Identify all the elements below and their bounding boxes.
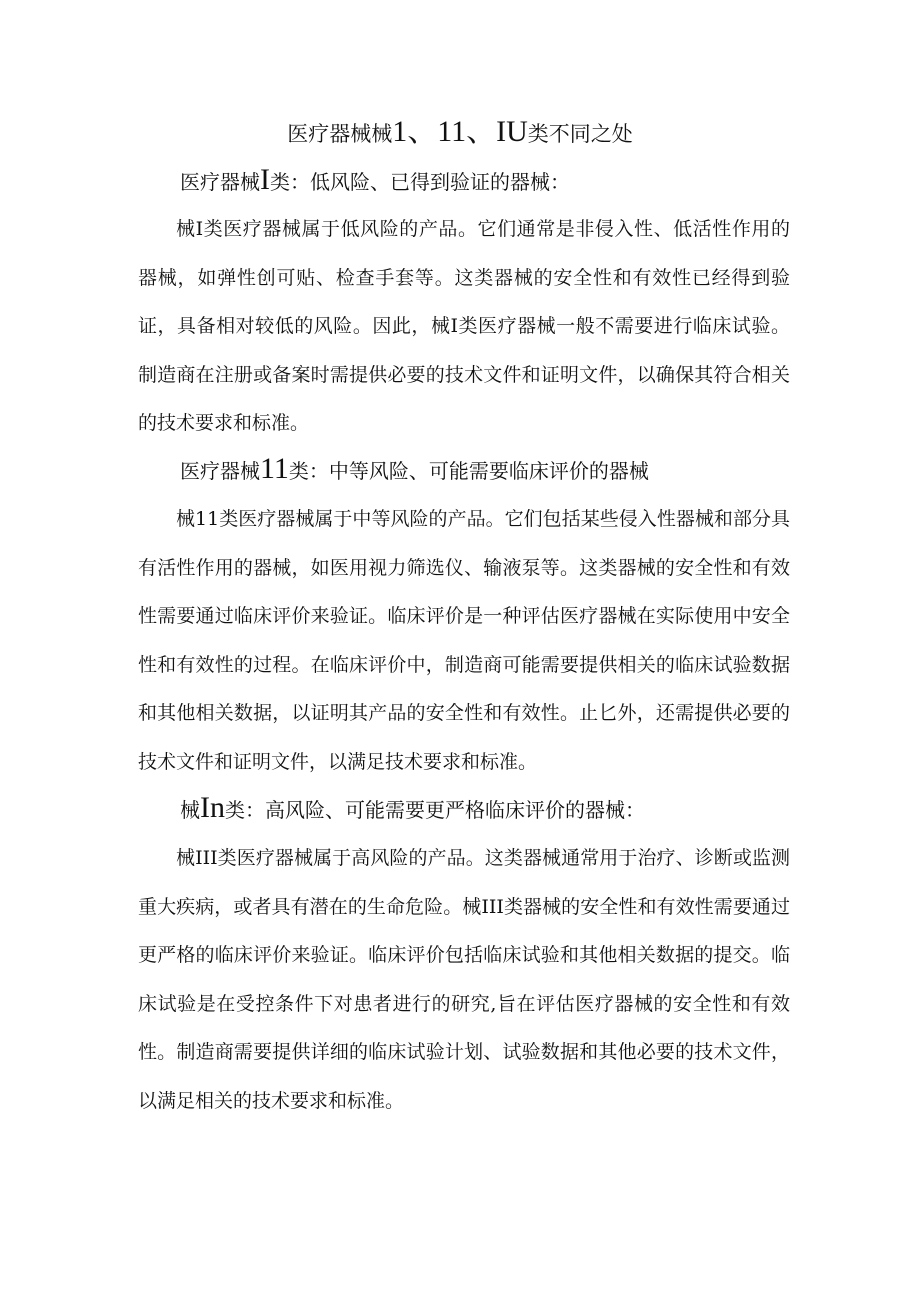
title-roman-numerals: 1、11、IU — [392, 115, 528, 148]
section-body-class-2: 械11类医疗器械属于中等风险的产品。它们包括某些侵入性器械和部分具有活性作用的器械，如医用视力筛选仪、输液泵等。这类器械的安全性和有效性需要通过临床评价来验证。临床评价是一种评估医疗器械在实际使用中安全性和有效性的过程。在临床评价中，制造商可能需要提供相关的临床试验数据和其他相关数据，以证明其产品的安全性和有效性。止匕外，还需提供必要的技术文件和证明文件，以满足技术要求和标准。 — [138, 508, 790, 773]
heading-suffix: 类：中等风险、可能需要临床评价的器械 — [288, 459, 649, 483]
heading-prefix: 医疗器械 — [180, 170, 260, 194]
heading-roman: I — [260, 163, 270, 196]
heading-roman: 11 — [260, 452, 289, 485]
section-heading-class-2 — [180, 451, 649, 489]
heading-prefix: 械 — [180, 798, 200, 822]
document-title — [0, 114, 920, 152]
heading-suffix: 类：低风险、已得到验证的器械： — [270, 170, 570, 194]
section-heading-class-1 — [180, 162, 570, 200]
section-body-class-1: 械I类医疗器械属于低风险的产品。它们通常是非侵入性、低活性作用的器械，如弹性创可贴、检查手套等。这类器械的安全性和有效性已经得到验证，具备相对较低的风险。因此，械I类医疗器械一般不需要进行临床试验。制造商在注册或备案时需提供必要的技术文件和证明文件，以确保其符合相关的技术要求和标准。 — [138, 218, 790, 434]
section-heading-class-3 — [180, 790, 645, 828]
heading-prefix: 医疗器械 — [180, 459, 260, 483]
heading-roman: In — [200, 791, 225, 824]
title-suffix: 类不同之处 — [527, 122, 633, 146]
title-prefix: 医疗器械械 — [287, 122, 393, 146]
heading-suffix: 类：高风险、可能需要更严格临床评价的器械： — [225, 798, 645, 822]
section-body-class-3: 械III类医疗器械属于高风险的产品。这类器械通常用于治疗、诊断或监测重大疾病，或者具有潜在的生命危险。械III类器械的安全性和有效性需要通过更严格的临床评价来验证。临床评价包括临床试验和其他相关数据的提交。临床试验是在受控条件下对患者进行的研究,旨在评估医疗器械的安全性和有效性。制造商需要提供详细的临床试验计划、试验数据和其他必要的技术文件，以满足相关的技术要求和标准。 — [138, 847, 790, 1112]
